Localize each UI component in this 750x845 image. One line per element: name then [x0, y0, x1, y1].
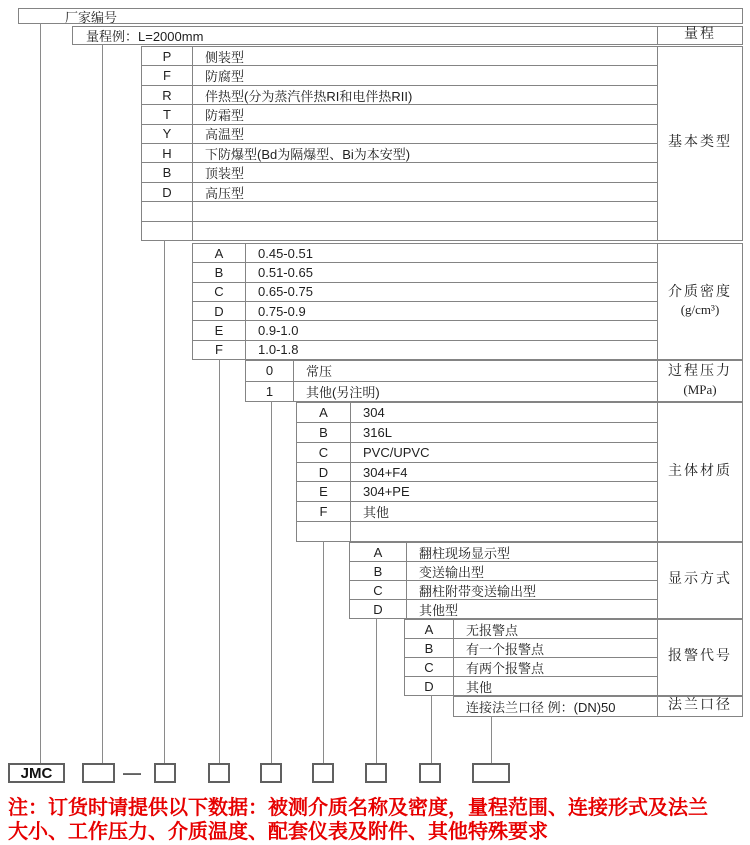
table-row — [142, 47, 657, 65]
table-row — [350, 561, 657, 580]
table-row-empty — [297, 521, 657, 541]
table-row — [246, 361, 657, 381]
order-note-text-2: 大小、工作压力、介质温度、配套仪表及附件、其他特殊要求 — [8, 821, 548, 843]
connector-line-density — [219, 359, 220, 763]
flange-row — [453, 696, 658, 717]
code-cell: B — [405, 639, 454, 657]
desc-cell — [193, 202, 657, 220]
alarm-table — [404, 619, 658, 696]
desc-cell: 防霜型 — [205, 107, 245, 123]
desc-cell: 翻柱附带变送输出型 — [419, 583, 537, 599]
desc-cell: 高温型 — [205, 127, 245, 143]
order-note-text-1: 注：订货时请提供以下数据：被测介质名称及密度，量程范围、连接形式及法兰 — [8, 797, 708, 819]
table-row-empty — [142, 201, 657, 220]
code-cell: B — [350, 562, 407, 580]
model-prefix-box — [8, 763, 65, 783]
desc-cell: 0.9-1.0 — [258, 322, 299, 338]
code-cell: D — [193, 302, 246, 320]
desc-cell: 变送输出型 — [419, 564, 485, 580]
desc-cell: 有一个报警点 — [466, 641, 545, 657]
desc-cell: 下防爆型(Bd为隔爆型、Bi为本安型) — [205, 146, 411, 162]
model-box-pressure — [260, 763, 282, 783]
table-row-empty — [142, 221, 657, 240]
desc-cell: 其他 — [466, 679, 493, 695]
desc-cell: 1.0-1.8 — [258, 342, 299, 358]
model-box-flange — [472, 763, 510, 783]
code-cell: B — [142, 163, 193, 181]
range-example-row — [72, 26, 658, 45]
manufacturer-code-row — [18, 8, 743, 24]
section-label-alarm — [657, 619, 743, 696]
code-cell: D — [405, 677, 454, 695]
code-cell: B — [297, 423, 351, 442]
desc-cell: 0.51-0.65 — [258, 264, 313, 280]
code-cell — [142, 202, 193, 220]
alarm-label-text: 报警代号 — [668, 649, 732, 665]
table-row — [193, 262, 657, 281]
table-row — [142, 65, 657, 84]
code-cell: C — [405, 658, 454, 676]
code-cell: E — [193, 321, 246, 339]
section-label-range — [657, 26, 743, 45]
display-label-text: 显示方式 — [668, 572, 732, 588]
order-note-line-2 — [8, 820, 748, 844]
table-row — [297, 403, 657, 422]
code-cell: C — [297, 443, 351, 462]
code-cell — [142, 222, 193, 240]
desc-cell — [351, 522, 657, 541]
desc-cell: 304 — [363, 404, 385, 420]
desc-cell: PVC/UPVC — [363, 444, 430, 460]
code-cell: A — [350, 543, 407, 561]
flange-label-text: 法兰口径 — [668, 698, 732, 714]
pressure-unit-text: (MPa) — [683, 381, 717, 397]
desc-cell: 其他 — [363, 505, 390, 521]
code-cell: D — [297, 463, 351, 482]
table-row — [405, 657, 657, 676]
connector-line-material — [323, 541, 324, 763]
desc-cell: 有两个报警点 — [466, 660, 545, 676]
code-cell — [297, 522, 351, 541]
basic-type-table — [141, 46, 658, 241]
model-box-density — [208, 763, 230, 783]
table-row — [142, 124, 657, 143]
desc-cell: 顶装型 — [205, 166, 245, 182]
table-row — [405, 676, 657, 695]
material-label-text: 主体材质 — [668, 463, 732, 479]
code-cell: C — [193, 283, 246, 301]
flange-desc-text: 连接法兰口径 例：(DN)50 — [466, 700, 616, 715]
connector-line-alarm — [431, 695, 432, 763]
code-cell: B — [193, 263, 246, 281]
basic-type-label-text: 基本类型 — [668, 135, 732, 151]
connector-line-flange — [491, 716, 492, 763]
table-row — [297, 422, 657, 442]
model-box-display — [365, 763, 387, 783]
table-row — [193, 282, 657, 301]
table-row — [350, 543, 657, 561]
separator-dash-text: — — [123, 762, 141, 783]
table-row — [142, 143, 657, 162]
table-row — [193, 244, 657, 262]
section-label-density — [657, 243, 743, 360]
model-box-alarm — [419, 763, 441, 783]
desc-cell: 0.65-0.75 — [258, 284, 313, 300]
density-unit-text: (g/cm³) — [680, 302, 720, 318]
code-cell: F — [297, 502, 351, 521]
section-label-basic-type — [657, 46, 743, 241]
code-cell: R — [142, 86, 193, 104]
connector-line-display — [376, 618, 377, 763]
code-cell: F — [142, 66, 193, 84]
desc-cell — [193, 222, 657, 240]
table-row — [297, 442, 657, 462]
order-note-line-1 — [8, 796, 748, 820]
desc-cell: 高压型 — [205, 185, 245, 201]
desc-cell: 无报警点 — [466, 622, 519, 638]
section-label-display — [657, 542, 743, 619]
pressure-label-text: 过程压力 — [668, 364, 732, 380]
desc-cell: 翻柱现场显示型 — [419, 545, 511, 561]
density-label-text: 介质密度 — [668, 284, 732, 300]
table-row — [142, 85, 657, 104]
separator-dash — [118, 763, 146, 783]
model-box-basic-type — [154, 763, 176, 783]
desc-cell: 304+F4 — [363, 464, 408, 480]
desc-cell: 304+PE — [363, 484, 410, 500]
model-box-range — [82, 763, 115, 783]
material-table — [296, 402, 658, 542]
table-row — [350, 580, 657, 599]
table-row — [297, 501, 657, 521]
section-label-flange — [657, 696, 743, 717]
pressure-table — [245, 360, 658, 402]
code-cell: H — [142, 144, 193, 162]
code-cell: E — [297, 482, 351, 501]
connector-line-range — [102, 44, 103, 763]
table-row — [405, 638, 657, 657]
table-row — [350, 599, 657, 618]
code-cell: 0 — [246, 361, 294, 381]
table-row — [297, 462, 657, 482]
code-cell: A — [405, 620, 454, 638]
code-cell: 1 — [246, 382, 294, 402]
code-cell: P — [142, 47, 193, 65]
table-row — [193, 301, 657, 320]
table-row — [142, 162, 657, 181]
table-row — [142, 182, 657, 201]
section-label-material — [657, 402, 743, 542]
desc-cell: 常压 — [306, 364, 333, 380]
table-row — [142, 104, 657, 123]
model-prefix-text: JMC — [20, 764, 53, 782]
table-row — [193, 320, 657, 339]
connector-line-pressure — [271, 401, 272, 763]
code-cell: D — [350, 600, 407, 618]
density-table — [192, 243, 658, 360]
desc-cell: 0.75-0.9 — [258, 303, 306, 319]
table-row — [297, 481, 657, 501]
desc-cell: 其他(另注明) — [306, 384, 380, 400]
desc-cell: 其他型 — [419, 602, 459, 618]
display-table — [349, 542, 658, 619]
table-row — [193, 340, 657, 359]
manufacturer-code-label: 厂家编号 — [65, 9, 118, 25]
code-cell: Y — [142, 125, 193, 143]
range-example-text: 量程例：L=2000mm — [86, 29, 204, 44]
section-label-pressure — [657, 360, 743, 402]
desc-cell: 伴热型(分为蒸汽伴热RI和电伴热RII) — [205, 88, 413, 104]
table-row — [405, 620, 657, 638]
code-cell: F — [193, 341, 246, 359]
code-cell: D — [142, 183, 193, 201]
desc-cell: 侧装型 — [205, 49, 245, 65]
code-cell: C — [350, 581, 407, 599]
table-row — [246, 381, 657, 402]
connector-line-manufacturer — [40, 23, 41, 763]
code-cell: A — [297, 403, 351, 422]
model-box-material — [312, 763, 334, 783]
desc-cell: 0.45-0.51 — [258, 245, 313, 261]
desc-cell: 316L — [363, 424, 392, 440]
code-cell: T — [142, 105, 193, 123]
connector-line-basic-type — [164, 240, 165, 763]
code-cell: A — [193, 244, 246, 262]
desc-cell: 防腐型 — [205, 69, 245, 85]
range-label-text: 量程 — [684, 27, 716, 43]
